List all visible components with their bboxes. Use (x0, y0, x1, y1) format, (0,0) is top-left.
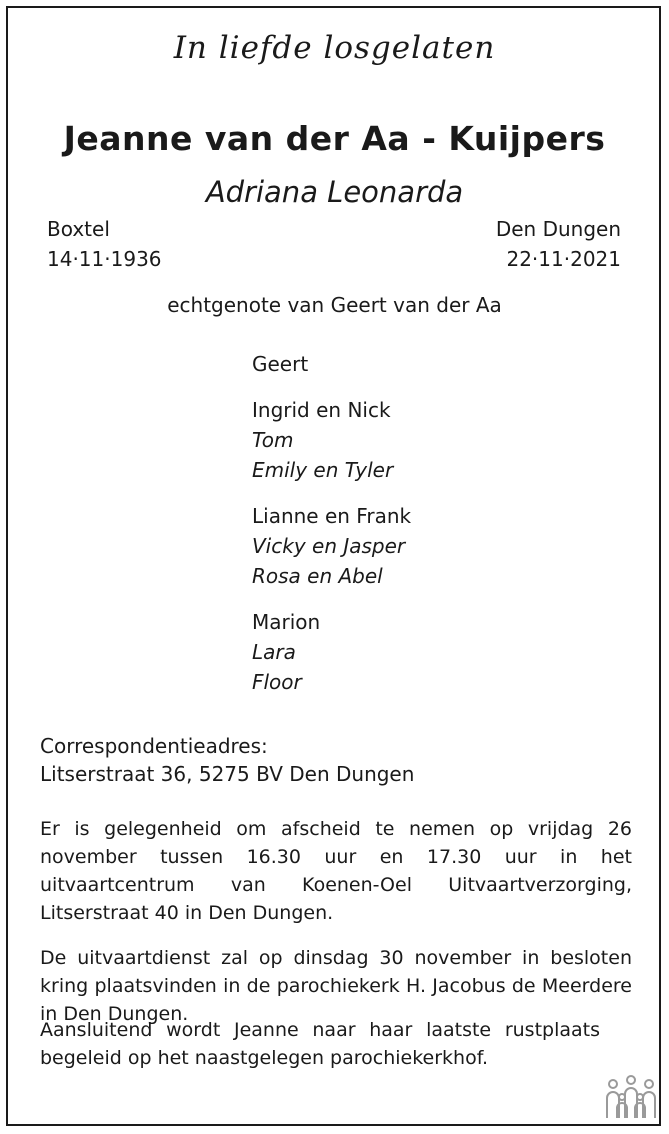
viewing-paragraph: Er is gelegenheid om afscheid te nemen op vrijdag 26 november tussen 16.30 uur en 17.30 uur in het uitvaartcentrum van Koenen-Oel Uitvaartverzorging, Litserstraat 40 in Den Dungen. (40, 818, 632, 924)
correspondence-label: Correspondentieadres: (40, 734, 268, 758)
family-member: Lianne en Frank (252, 504, 412, 528)
grandchild: Lara (252, 640, 296, 664)
burial-paragraph: Aansluitend wordt Jeanne naar haar laatste rustplaats begeleid op het naastgelegen parochiekerkhof. (40, 1019, 600, 1069)
deceased-name: Jeanne van der Aa - Kuijpers (63, 119, 606, 158)
grandchild: Emily en Tyler (252, 458, 394, 482)
family-member: Marion (252, 610, 321, 634)
birth-date: 14·11·1936 (47, 247, 162, 271)
grandchild: Vicky en Jasper (252, 534, 406, 558)
script-heading: In liefde losgelaten (173, 30, 496, 66)
birth-place: Boxtel (47, 217, 110, 241)
death-place: Den Dungen (495, 217, 621, 241)
given-names: Adriana Leonarda (205, 175, 464, 209)
correspondence-address: Litserstraat 36, 5275 BV Den Dungen (40, 762, 415, 786)
family-member: Geert (252, 352, 309, 376)
family-member: Ingrid en Nick (252, 398, 391, 422)
family-group-icon (603, 1072, 659, 1122)
service-paragraph: De uitvaartdienst zal op dinsdag 30 november in besloten kring plaatsvinden in de parochiekerk H. Jacobus de Meerdere in Den Dungen. (40, 947, 632, 1025)
spouse-line: echtgenote van Geert van der Aa (167, 293, 502, 317)
grandchild: Floor (252, 670, 302, 694)
death-date: 22·11·2021 (506, 247, 621, 271)
grandchild: Tom (252, 428, 294, 452)
grandchild: Rosa en Abel (252, 564, 383, 588)
